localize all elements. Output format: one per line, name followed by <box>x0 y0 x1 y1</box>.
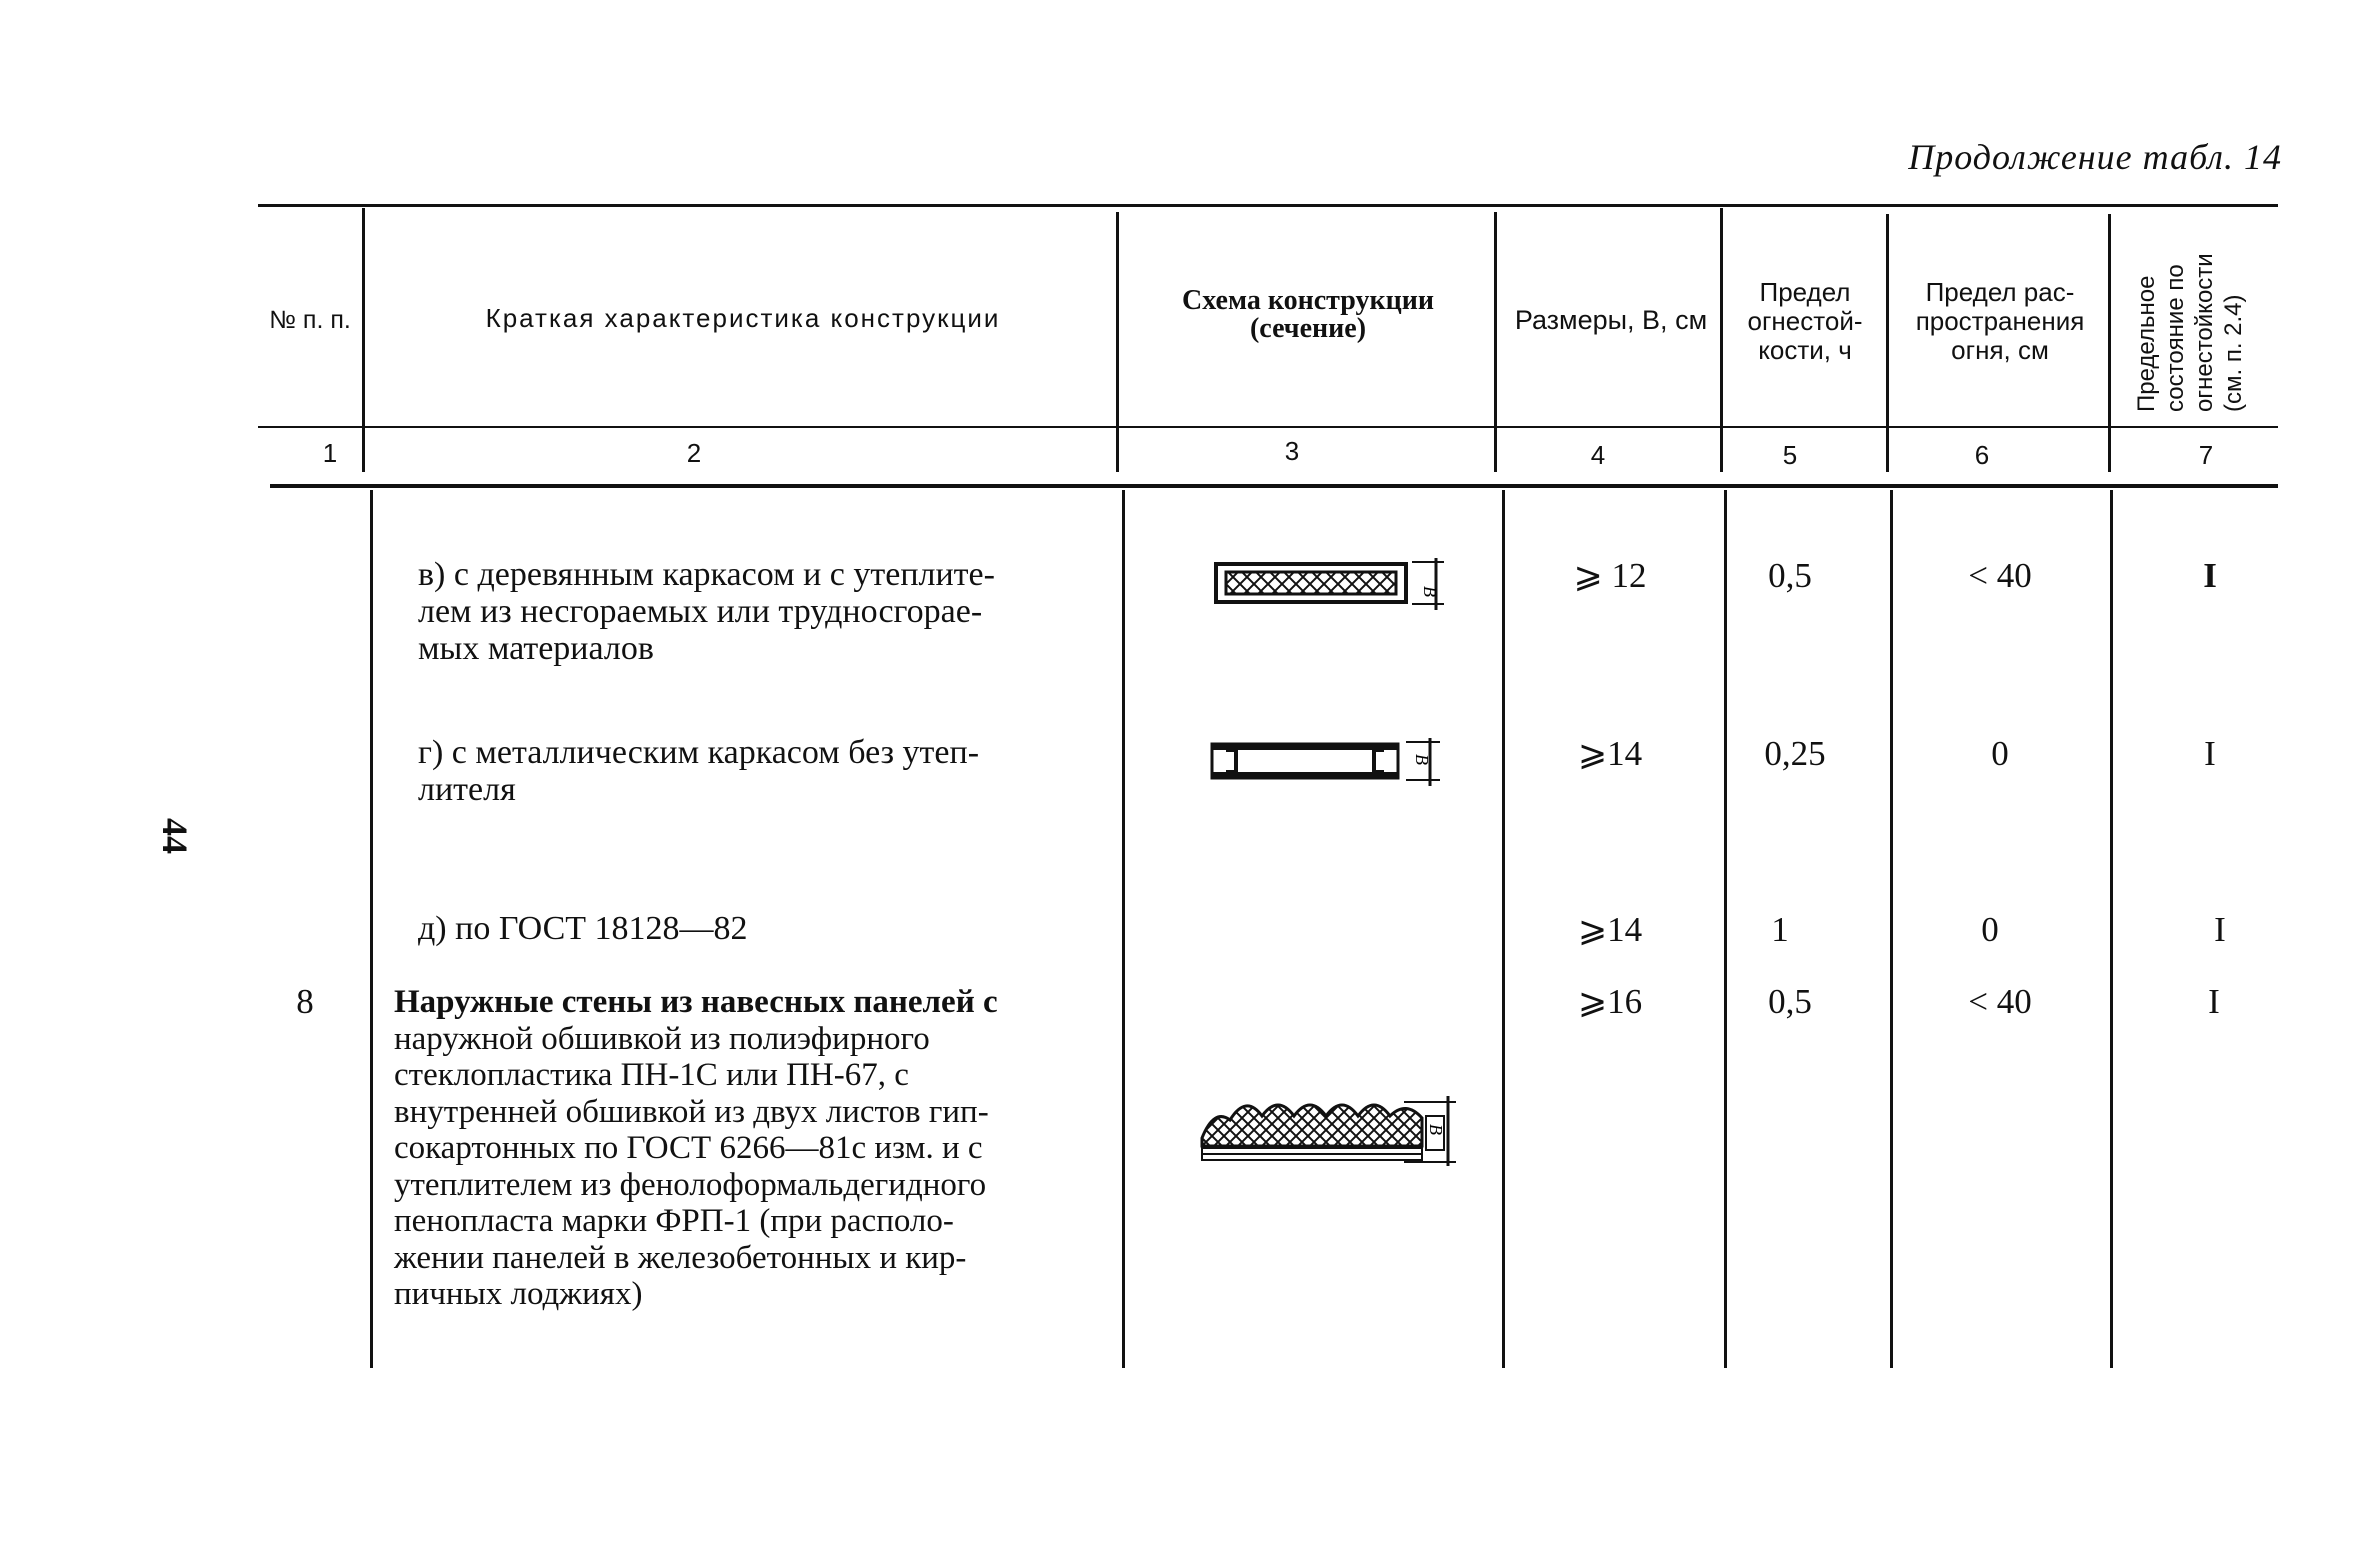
col-divider-1 <box>362 208 365 472</box>
row-8-size: ⩾16 <box>1577 982 1643 1021</box>
header-mid-rule <box>258 426 2278 428</box>
row-v-description-line: в) с деревянным каркасом и с утеплите- <box>418 556 995 593</box>
row-8-description-line: пичных лоджиях) <box>394 1276 643 1312</box>
row-g-limit-state: I <box>2204 734 2216 773</box>
body-divider-6 <box>2110 490 2113 1368</box>
row-8-description-line: утеплителем из фенолоформальдегидного <box>394 1166 987 1203</box>
row-v-limit-state: I <box>2203 556 2217 595</box>
body-divider-4 <box>1724 490 1727 1368</box>
scheme-wood-frame-icon <box>1212 556 1448 614</box>
header-fire-spread-l1: Предел рас- <box>1925 277 2075 307</box>
row-d-description-line: д) по ГОСТ 18128—82 <box>418 910 748 947</box>
header-limit-l1: Предельное <box>2133 275 2160 412</box>
header-scheme-l1: Схема конструкции <box>1182 285 1434 316</box>
header-num: № п. п. <box>269 306 351 334</box>
row-v-fire-spread: < 40 <box>1968 556 2032 595</box>
table-caption: Продолжение табл. 14 <box>1908 137 2282 177</box>
header-fire-spread-l2: пространения <box>1915 306 2085 336</box>
row-8-description-line: Наружные стены из навесных панелей с <box>394 984 998 1020</box>
colnum-1: 1 <box>322 438 338 468</box>
header-limit-l4: (см. п. 2.4) <box>2220 294 2247 412</box>
body-divider-2 <box>1122 490 1125 1368</box>
colnum-3: 3 <box>1284 436 1300 466</box>
row-8-description-line: наружной обшивкой из полиэфирного <box>394 1020 930 1057</box>
row-d-limit-state: I <box>2214 910 2226 949</box>
row-8-limit-state: I <box>2208 982 2220 1021</box>
row-v-fire-resistance: 0,5 <box>1768 556 1812 595</box>
row-d-size: ⩾14 <box>1577 910 1643 949</box>
page-number: 44 <box>155 818 195 854</box>
row-d-description <box>418 910 1098 947</box>
header-scheme-l2: (сечение) <box>1249 313 1367 344</box>
scheme-corrugated-panel-label: B <box>1426 1124 1446 1135</box>
row-g-fire-resistance: 0,25 <box>1764 734 1826 773</box>
colnum-6: 6 <box>1974 440 1990 470</box>
row-g-description-line: лителя <box>418 771 516 808</box>
row-8-description-line: сокартонных по ГОСТ 6266—81с изм. и с <box>394 1130 983 1166</box>
row-g-description-line: г) с металлическим каркасом без утеп- <box>418 734 980 771</box>
col-divider-2 <box>1116 212 1119 472</box>
header-fire-resistance-l1: Предел <box>1759 277 1851 307</box>
row-8-number: 8 <box>296 982 314 1021</box>
header-size: Размеры, B, см <box>1514 305 1708 335</box>
scheme-wood-frame-label: B <box>1420 586 1440 597</box>
row-v-description-line: мых материалов <box>418 630 654 667</box>
colnum-5: 5 <box>1782 440 1798 470</box>
body-divider-5 <box>1890 490 1893 1368</box>
row-g-description <box>418 734 1098 808</box>
header-limit-l2: состояние по <box>2162 264 2189 412</box>
header-bottom-rule <box>270 484 2278 488</box>
scheme-metal-frame-label: B <box>1412 754 1432 765</box>
header-fire-resistance-l3: кости, ч <box>1758 335 1852 365</box>
row-8-description-line: внутренней обшивкой из двух листов гип- <box>394 1093 989 1130</box>
header-fire-spread-l3: огня, см <box>1951 335 2049 365</box>
colnum-7: 7 <box>2198 440 2214 470</box>
row-v-size: ⩾ 12 <box>1573 556 1647 595</box>
col-divider-3 <box>1494 212 1497 472</box>
colnum-4: 4 <box>1590 440 1606 470</box>
row-8-fire-resistance: 0,5 <box>1768 982 1812 1021</box>
col-divider-5 <box>1886 214 1889 472</box>
scheme-metal-frame-icon <box>1208 736 1444 794</box>
row-8-fire-spread: < 40 <box>1968 982 2032 1021</box>
scheme-corrugated-panel-icon <box>1200 1088 1460 1168</box>
row-g-size: ⩾14 <box>1577 734 1643 773</box>
row-v-description <box>418 556 1098 667</box>
header-limit-l3: огнестойкости <box>2191 253 2218 412</box>
row-8-description-line: стеклопластика ПН-1С или ПН-67, с <box>394 1057 909 1093</box>
colnum-2: 2 <box>686 438 702 468</box>
row-g-fire-spread: 0 <box>1991 734 2009 773</box>
row-d-fire-spread: 0 <box>1981 910 1999 949</box>
row-v-description-line: лем из несгораемых или трудносгорае- <box>418 593 983 630</box>
row-8-description <box>394 984 1112 1313</box>
header-description: Краткая характеристика конструкции <box>485 303 1001 333</box>
row-8-description-line: жении панелей в железобетонных и кир- <box>394 1239 967 1276</box>
header-fire-resistance-l2: огнестой- <box>1747 306 1863 336</box>
body-divider-1 <box>370 490 373 1368</box>
row-d-fire-resistance: 1 <box>1771 910 1789 949</box>
body-divider-3 <box>1502 490 1505 1368</box>
col-divider-4 <box>1720 208 1723 472</box>
row-8-description-line: пенопласта марки ФРП-1 (при располо- <box>394 1203 954 1239</box>
header-top-rule <box>258 204 2278 207</box>
